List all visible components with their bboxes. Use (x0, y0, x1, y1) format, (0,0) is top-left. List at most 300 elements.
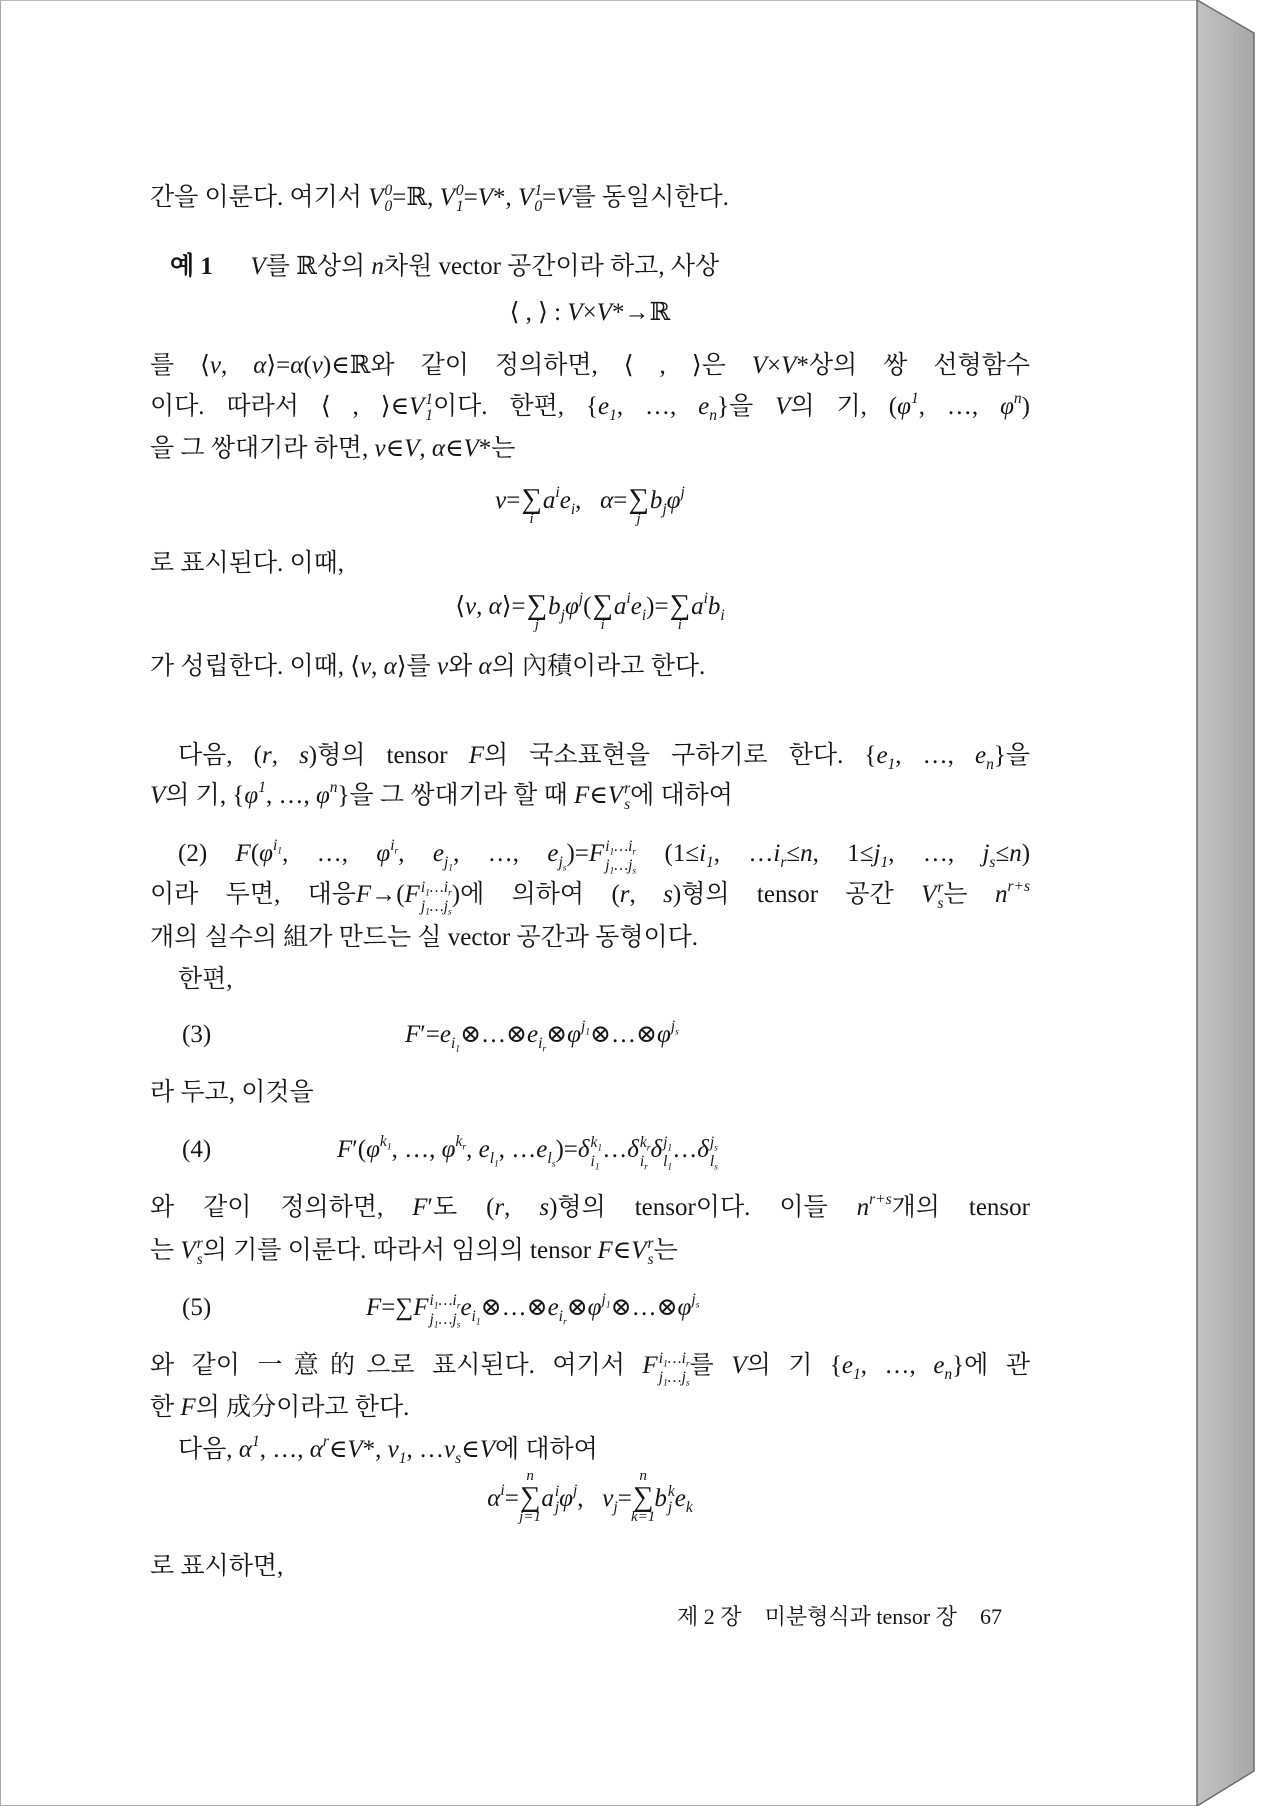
math-symbol: v (602, 1485, 614, 1512)
math-symbol: α (383, 653, 397, 680)
math-symbol: φ (897, 393, 911, 420)
math-symbol: j (443, 897, 449, 915)
text-run: 라 두고, 이것을 (150, 1079, 314, 1106)
subscript: 1 (455, 198, 464, 216)
text-run: (2) (178, 840, 236, 867)
text-run: = (613, 487, 628, 514)
math-symbol: n (994, 881, 1008, 908)
subscript: 1 (667, 1143, 673, 1155)
subscript: r (646, 1143, 651, 1155)
math-symbol: α (309, 1436, 323, 1463)
text-line-15 (150, 921, 698, 955)
text-run: , (221, 352, 254, 379)
text-run: ⟨ , ⟩ : (509, 299, 568, 326)
math-symbol: v (311, 352, 323, 379)
math-symbol: F (404, 881, 420, 908)
text-run: 개의 tensor (891, 1194, 1030, 1221)
math-symbol: e (432, 840, 444, 867)
math-symbol: e (698, 393, 710, 420)
math-symbol: V (775, 393, 791, 420)
superscript: 0 (384, 182, 393, 200)
math-symbol: j (670, 1017, 676, 1035)
subscript: 1 (494, 1158, 499, 1170)
text-run: , …, (918, 393, 1001, 420)
subscript: j (662, 500, 667, 518)
subscript: 1 (609, 847, 615, 859)
text-run: 는 (943, 881, 995, 908)
math-symbol: V (479, 1436, 495, 1463)
text-run: 한 (150, 1394, 181, 1421)
math-symbol: α (253, 352, 267, 379)
math-symbol: φ (666, 487, 681, 514)
subscript: 1 (425, 906, 430, 918)
text-run: 의 成分이라고 한다. (195, 1394, 410, 1421)
equation-number-5: (5) (182, 1294, 212, 1321)
subscript (605, 858, 636, 876)
text-run: 와 같이 一意的으로 표시된다. 여기서 (150, 1352, 643, 1379)
math-symbol: v (209, 352, 222, 379)
text-run: … (429, 897, 444, 915)
subscript: 1 (663, 1359, 668, 1371)
script-stack (659, 1351, 690, 1388)
math-symbol: e (547, 1294, 559, 1321)
math-symbol: a (613, 593, 627, 620)
subscript: 1 (425, 407, 433, 425)
summation (628, 483, 649, 528)
text-run: × (582, 299, 597, 326)
text-line-14 (150, 878, 1030, 917)
subscript: k (685, 1498, 693, 1516)
text-run: , (504, 1194, 540, 1221)
superscript: 1 (251, 1432, 260, 1450)
superscript: i (500, 1481, 505, 1499)
superscript: i (555, 483, 560, 501)
math-symbol: F (405, 1021, 421, 1048)
page-thickness-shape (1197, 0, 1254, 1806)
text-run: ⊗ (566, 1294, 588, 1321)
math-symbol: V (347, 1436, 363, 1463)
math-symbol: j (605, 856, 610, 874)
text-run: ⊗…⊗ (480, 1294, 548, 1321)
math-symbol: j (443, 853, 449, 871)
text-run: = (617, 1485, 632, 1512)
text-run: 가 성립한다. 이때, ⟨ (150, 653, 361, 680)
text-run: ≤ (786, 840, 801, 867)
math-symbol: l (489, 1149, 494, 1167)
math-symbol: V (567, 299, 583, 326)
math-symbol: b (649, 487, 663, 514)
math-symbol: a (542, 487, 556, 514)
text-run: ⟩를 (396, 653, 437, 680)
lower-limit: k=1 (630, 1509, 656, 1526)
subscript: 1 (597, 1143, 603, 1155)
text-run: 를 ⟨ (150, 352, 210, 379)
subscript: r (644, 1161, 648, 1173)
superscript: r (196, 1235, 203, 1253)
superscript (691, 1290, 700, 1311)
math-symbol: i (590, 1152, 595, 1170)
math-symbol: F (642, 1352, 658, 1379)
summation (526, 589, 548, 634)
summation-sign: ∑ (592, 589, 613, 621)
subscript: 1 (425, 888, 430, 900)
text-run: , … (713, 840, 774, 867)
math-symbol: i (429, 1292, 434, 1310)
superscript (601, 1290, 611, 1311)
summation (630, 1468, 656, 1526)
superscript (605, 839, 636, 857)
math-symbol: V (368, 184, 384, 211)
math-symbol: V (180, 1237, 196, 1264)
text-run: ⟩= (501, 593, 526, 620)
text-run: … (438, 1310, 453, 1328)
text-line-1 (150, 181, 729, 215)
math-symbol: φ (564, 593, 579, 620)
math-symbol: i (538, 1034, 543, 1052)
subscript: s (714, 1161, 718, 1173)
text-run: ′( (352, 1136, 367, 1163)
text-run: 를 동일시한다. (571, 184, 729, 211)
subscript: 1 (433, 1319, 439, 1331)
math-symbol: k (639, 1134, 647, 1152)
math-symbol: V (150, 782, 166, 809)
text-run: , …, (888, 840, 983, 867)
summation (521, 483, 542, 528)
text-run: )= (646, 593, 669, 620)
math-symbol: j (558, 853, 563, 871)
text-line-24 (150, 1391, 409, 1425)
math-symbol: n (371, 253, 384, 280)
math-symbol: i (390, 836, 395, 854)
math-symbol: j (681, 1368, 686, 1386)
math-symbol: e (933, 1352, 945, 1379)
math-symbol: F (597, 1237, 613, 1264)
superscript (580, 1017, 591, 1038)
math-symbol: F (413, 1294, 429, 1321)
text-run: , (271, 742, 300, 769)
subscript: 1 (605, 1299, 611, 1311)
text-run: 로 표시하면, (150, 1553, 284, 1580)
math-symbol: e (547, 840, 559, 867)
text-run: *, (493, 184, 519, 211)
subscript: 1 (386, 1141, 392, 1153)
subscript: j (667, 1499, 673, 1517)
math-symbol: V (404, 435, 420, 462)
text-run: ⊗…⊗ (610, 1294, 678, 1321)
summation-sign: ∑ (628, 483, 649, 515)
superscript: n (1013, 389, 1022, 407)
text-run: 의 기, ( (790, 393, 898, 420)
subscript: 1 (398, 1449, 407, 1467)
subscript: s (937, 895, 944, 913)
text-line-4 (150, 349, 1030, 383)
subscript: i (570, 500, 576, 518)
text-run: , …, (895, 742, 975, 769)
math-symbol: i (681, 1350, 686, 1368)
math-symbol: F (588, 840, 605, 867)
superscript: n (329, 778, 338, 796)
text-line-16 (178, 963, 233, 997)
text-run: )형의 tensor이다. 이들 (549, 1194, 857, 1221)
text-run: = (504, 1485, 519, 1512)
subscript (710, 1154, 718, 1172)
math-symbol: e (478, 1136, 490, 1163)
subscript: s (714, 1143, 718, 1155)
subscript: 1 (853, 1365, 861, 1383)
text-run: )에 의하여 ( (451, 881, 620, 908)
math-symbol: φ (366, 1136, 380, 1163)
subscript (443, 853, 454, 874)
math-symbol: α (478, 653, 492, 680)
text-run: ⊗…⊗ (590, 1021, 657, 1048)
math-symbol: s (539, 1194, 550, 1221)
text-run: =ℝ, (392, 184, 440, 211)
math-symbol: α (290, 352, 304, 379)
display-formula-expansions (150, 1468, 1030, 1526)
lower-limit: i (600, 617, 605, 634)
text-run: ′도 ( (427, 1194, 495, 1221)
superscript: j (572, 1481, 578, 1499)
footer-chapter: 제 2 장 (677, 1604, 742, 1629)
text-run: ⊗…⊗ (460, 1021, 527, 1048)
superscript: r (322, 1432, 329, 1450)
subscript: 1 (609, 406, 617, 424)
subscript: j (554, 1499, 560, 1517)
subscript: s (647, 1251, 654, 1269)
math-symbol: i (628, 838, 633, 856)
math-symbol: e (559, 487, 571, 514)
text-run: ∈ (385, 435, 405, 462)
subscript: n (709, 406, 718, 424)
math-symbol: j (420, 897, 426, 915)
text-run: }을 그 쌍대기라 할 때 (337, 782, 574, 809)
math-symbol: j (709, 1134, 715, 1152)
subscript: r (562, 1316, 567, 1328)
math-symbol: j (663, 1134, 668, 1152)
math-symbol: s (663, 881, 673, 908)
math-symbol: δ (697, 1136, 709, 1163)
text-run: 를 ℝ상의 (265, 253, 372, 280)
math-symbol: i (272, 836, 278, 854)
script-stack (429, 1293, 460, 1330)
text-run: )∈ℝ와 같이 정의하면, ⟨ , ⟩은 (322, 352, 752, 379)
subscript: 1 (594, 1161, 600, 1173)
math-symbol: b (707, 593, 721, 620)
text-run: }을 (993, 742, 1030, 769)
superscript: 1 (258, 778, 266, 796)
text-run: , (371, 653, 384, 680)
superscript (710, 1135, 718, 1153)
superscript: r+s (869, 1190, 892, 1208)
superscript: 1 (425, 391, 433, 409)
math-symbol: F (235, 840, 251, 867)
subscript: 1 (663, 1377, 668, 1389)
math-symbol: F (337, 1136, 353, 1163)
math-symbol: i (450, 1034, 456, 1052)
subscript (471, 1307, 481, 1328)
example-label: 예 1 (170, 253, 213, 280)
text-run: = (463, 184, 478, 211)
subscript (591, 1154, 603, 1172)
math-symbol: e (841, 1352, 854, 1379)
text-run: 을 그 쌍대기라 하면, (150, 435, 375, 462)
math-symbol: r (494, 1194, 505, 1221)
lower-limit: j=1 (519, 1509, 541, 1526)
text-line-27 (150, 1550, 283, 1584)
math-symbol: V (631, 1237, 647, 1264)
subscript: 1 (455, 1043, 461, 1055)
text-run: , …, (860, 1352, 934, 1379)
math-symbol: l (663, 1152, 668, 1170)
text-run: 의 內積이라고 한다. (491, 653, 706, 680)
math-symbol: e (536, 1136, 548, 1163)
math-symbol: v (374, 435, 386, 462)
math-symbol: φ (259, 840, 273, 867)
text-run: 와 같이 정의하면, (150, 1194, 413, 1221)
lower-limit: j (534, 617, 539, 634)
subscript: 1 (585, 1026, 591, 1038)
superscript (379, 1132, 392, 1153)
math-symbol: i (420, 879, 426, 897)
display-formula-pairing (150, 296, 1030, 330)
math-symbol: V (463, 435, 479, 462)
text-run: 한편, (178, 966, 233, 993)
equation-5 (366, 1291, 699, 1330)
superscript (659, 1351, 690, 1369)
text-run: 이라 두면, 대응 (150, 881, 356, 908)
math-symbol: δ (577, 1136, 590, 1163)
upper-limit: n (526, 1468, 534, 1485)
math-symbol: j (452, 1310, 457, 1328)
text-run: … (614, 838, 629, 856)
superscript (421, 880, 452, 898)
subscript: i (720, 606, 725, 624)
math-symbol: j (580, 1017, 586, 1035)
text-run: … (429, 879, 444, 897)
math-symbol: r (619, 881, 630, 908)
math-symbol: k (590, 1134, 598, 1152)
math-symbol: n (856, 1194, 870, 1221)
math-symbol: b (548, 593, 561, 620)
text-run: , 1≤ (812, 840, 874, 867)
math-symbol: v (436, 653, 449, 680)
math-symbol: V (439, 184, 455, 211)
math-symbol: φ (441, 1136, 456, 1163)
superscript: 0 (455, 182, 464, 200)
subscript: s (551, 1158, 556, 1170)
text-run: 에 대하여 (494, 1436, 598, 1463)
math-symbol: V (921, 881, 937, 908)
math-symbol: F (355, 881, 372, 908)
text-run: 이다. 한편, { (433, 393, 598, 420)
script-stack (591, 1135, 603, 1172)
math-symbol: v (465, 593, 477, 620)
math-symbol: V (607, 782, 624, 809)
subscript: 1 (277, 845, 283, 857)
subscript: r (632, 847, 637, 859)
summation-sign: ∑ (519, 1481, 541, 1513)
text-run: )형의 tensor (308, 742, 469, 769)
summation (592, 589, 613, 634)
math-symbol: j (628, 856, 633, 874)
superscript (640, 1135, 651, 1153)
math-symbol: V (596, 299, 613, 326)
text-run: ⟩= (266, 352, 291, 379)
superscript: r+s (1007, 877, 1030, 895)
script-stack (710, 1135, 718, 1172)
math-symbol: e (674, 1485, 686, 1512)
text-run: 개의 실수의 組가 만드는 실 vector 공간과 동형이다. (150, 924, 699, 951)
math-symbol: F (573, 782, 590, 809)
text-run: *는 (478, 435, 516, 462)
footer-title: 미분형식과 tensor 장 (764, 1604, 957, 1629)
text-run: (1≤ (636, 840, 700, 867)
script-stack (421, 880, 452, 917)
math-symbol: e (876, 742, 888, 769)
script-stack (534, 183, 542, 215)
superscript: i (626, 589, 631, 607)
subscript: s (695, 1299, 700, 1311)
math-symbol: e (597, 393, 610, 420)
script-stack (425, 392, 433, 424)
math-symbol: j (601, 1290, 606, 1308)
text-run: 를 (689, 1352, 732, 1379)
math-symbol: V (250, 253, 266, 280)
subscript: s (448, 906, 452, 918)
math-symbol: k (379, 1132, 387, 1150)
subscript: 0 (534, 198, 543, 216)
text-run: ( (303, 352, 312, 379)
equation-number-4: (4) (182, 1136, 212, 1163)
text-run: , …, (265, 782, 316, 809)
subscript: s (196, 1251, 203, 1269)
subscript: 1 (433, 1301, 439, 1313)
superscript: 1 (534, 182, 543, 200)
text-run: *, (362, 1436, 388, 1463)
math-symbol: α (238, 1436, 252, 1463)
text-run: *→ℝ (612, 299, 671, 326)
math-symbol: F (468, 742, 484, 769)
text-run: 의 기를 이룬다. 따라서 임의의 tensor (202, 1237, 598, 1264)
subscript: j (613, 1498, 618, 1516)
text-run: 차원 vector 공간이라 하고, 사상 (383, 253, 720, 280)
subscript (538, 1034, 547, 1055)
superscript: k (667, 1483, 675, 1501)
math-symbol: V (556, 184, 572, 211)
text-run: 다음, (178, 1436, 239, 1463)
text-run: , (398, 840, 433, 867)
text-run: , (629, 881, 664, 908)
text-run: ⟨ (455, 593, 466, 620)
math-symbol: i (639, 1152, 645, 1170)
math-symbol: e (439, 1021, 451, 1048)
math-symbol: l (547, 1149, 552, 1167)
math-symbol: φ (587, 1294, 602, 1321)
text-run: ⊗ (546, 1021, 568, 1048)
math-symbol: v (387, 1436, 399, 1463)
math-symbol: i (605, 838, 610, 856)
math-symbol: F (366, 1294, 382, 1321)
subscript: n (944, 1365, 953, 1383)
summation (669, 589, 691, 634)
subscript: 1 (667, 1161, 673, 1173)
math-symbol: F (180, 1394, 196, 1421)
math-symbol: V (518, 184, 534, 211)
subscript: 1 (448, 862, 454, 874)
text-run: )= (555, 1136, 578, 1163)
text-run: × (767, 352, 782, 379)
text-line-6 (150, 432, 515, 466)
